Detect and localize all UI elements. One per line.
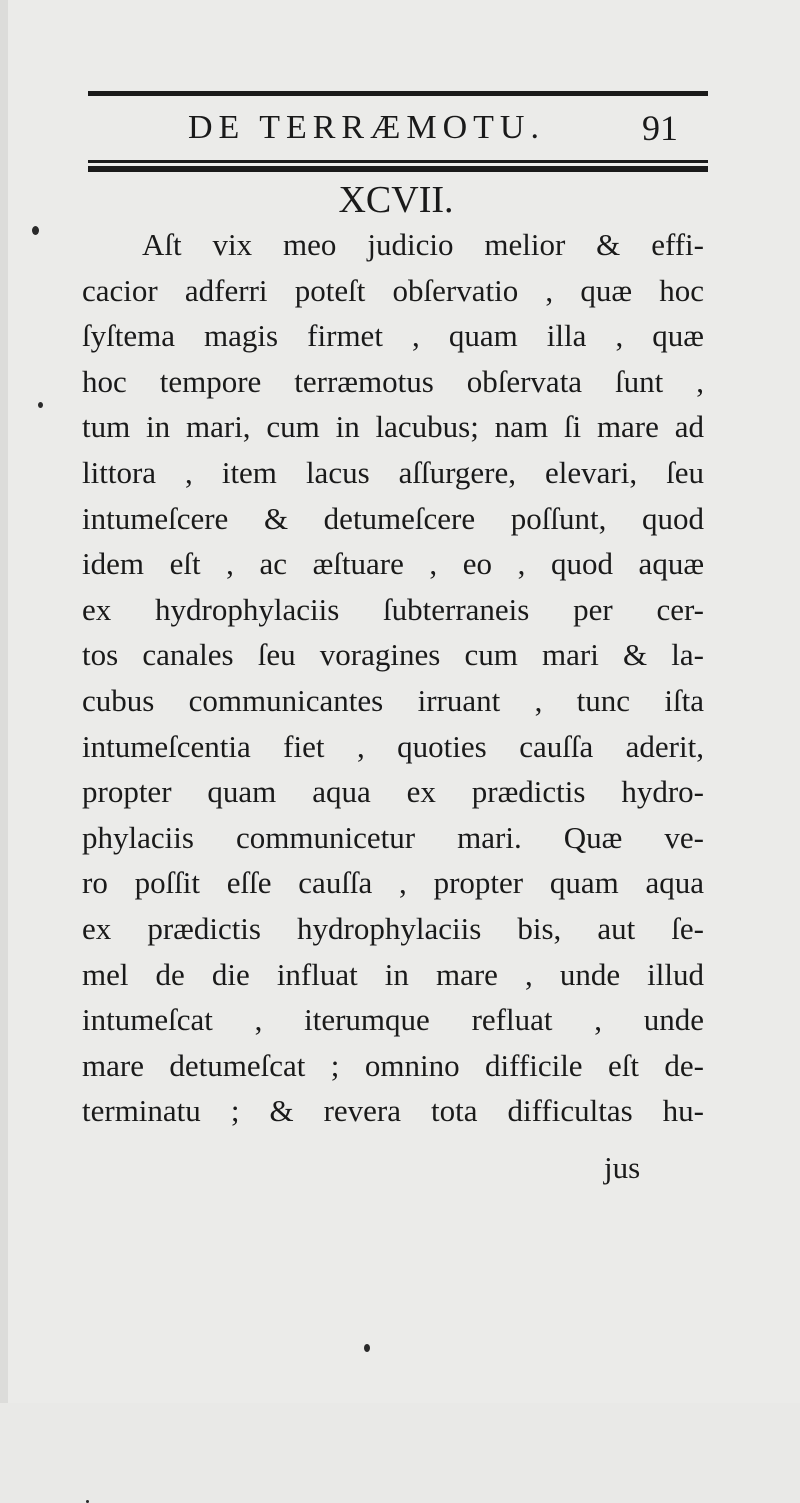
running-head — [88, 106, 708, 150]
text-line: ex prædictis hydrophylaciis bis, aut ſe- — [82, 910, 704, 946]
text-line: ex hydrophylaciis ſubterraneis per cer- — [82, 591, 704, 627]
text-line: Aſt vix meo judicio melior & effi- — [142, 227, 704, 262]
text-line: intumeſcentia fiet , quoties cauſſa aderit, — [82, 728, 704, 764]
text-line: tum in mari, cum in lacubus; nam ſi mare ad — [82, 409, 704, 445]
text-line: mel de die influat in mare , unde illud — [82, 956, 704, 992]
text-line: propter quam aqua ex prædictis hydro- — [82, 774, 704, 810]
body-paragraph — [82, 222, 704, 1134]
ink-speck — [32, 226, 39, 235]
text-line: cacior adferri poteſt obſervatio , quæ hoc — [82, 272, 704, 308]
header-rule-thin — [88, 160, 708, 163]
page-number: 91 — [642, 108, 678, 148]
text-line: littora , item lacus aſſurgere, elevari, ſeu — [82, 454, 704, 490]
text-line: idem eſt , ac æſtuare , eo , quod aquæ — [82, 546, 704, 582]
catchword: jus — [604, 1150, 641, 1185]
text-line: phylaciis communicetur mari. Quæ ve- — [82, 819, 704, 855]
header-rule-top — [88, 91, 708, 96]
ink-speck — [364, 1344, 370, 1352]
text-line: hoc tempore terræmotus obſervata ſunt , — [82, 363, 704, 399]
text-line: mare detumeſcat ; omnino difficile eſt de- — [82, 1047, 704, 1083]
section-heading — [0, 178, 792, 222]
text-line: ſyſtema magis firmet , quam illa , quæ — [82, 318, 704, 354]
text-line: intumeſcat , iterumque refluat , unde — [82, 1002, 704, 1038]
text-line: tos canales ſeu voragines cum mari & la- — [82, 637, 704, 673]
header-rule-thick — [88, 166, 708, 172]
text-line: ro poſſit eſſe cauſſa , propter quam aqua — [82, 865, 704, 901]
text-line: intumeſcere & detumeſcere poſſunt, quod — [82, 500, 704, 536]
running-title: DE TERRÆMOTU. — [188, 109, 545, 146]
ink-speck — [38, 402, 43, 408]
text-line: cubus communicantes irruant , tunc iſta — [82, 682, 704, 718]
text-line: terminatu ; & revera tota difficultas hu- — [82, 1093, 704, 1129]
section-number: XCVII. — [338, 179, 454, 221]
